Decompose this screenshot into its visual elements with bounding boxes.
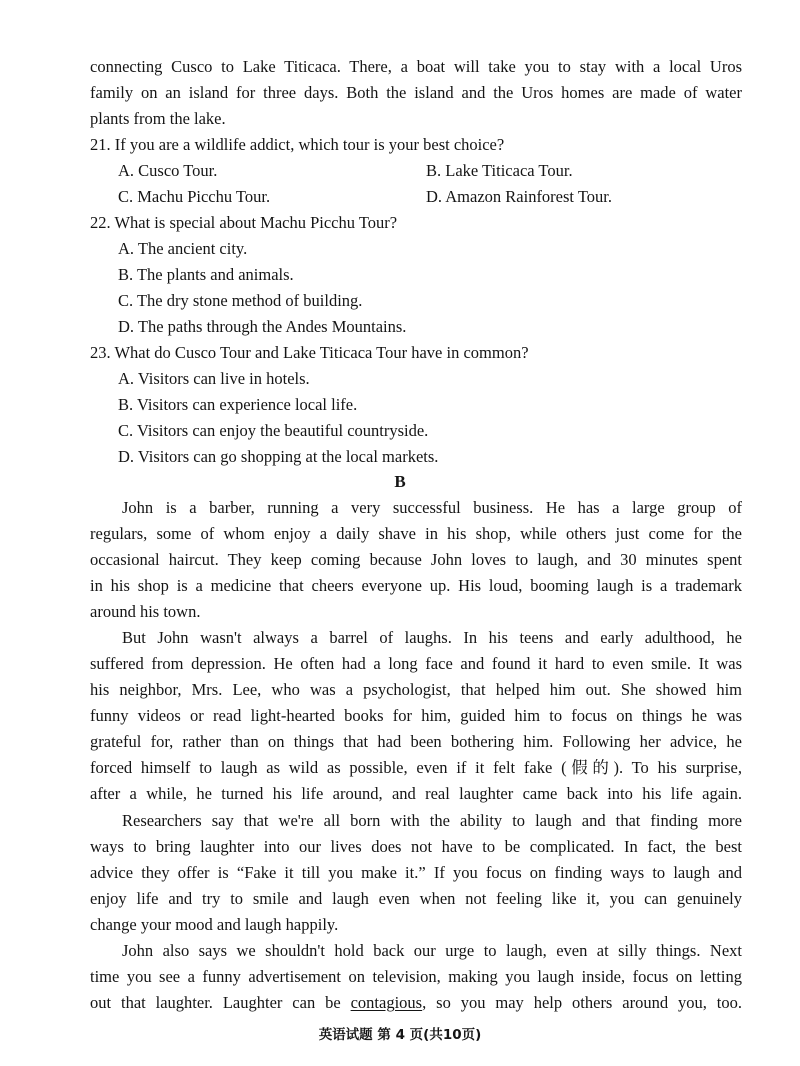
question-23-option-d: D. Visitors can go shopping at the local markets. bbox=[118, 447, 439, 466]
question-23-option-a: A. Visitors can live in hotels. bbox=[118, 369, 310, 388]
passage-text: , so you may help others around you, too. bbox=[422, 993, 742, 1012]
intro-line: family on an island for three days. Both the island and the Uros homes are made of water bbox=[90, 83, 742, 102]
passage-line: in his shop is a medicine that cheers everyone up. His loud, booming laugh is a trademark bbox=[90, 576, 742, 595]
passage-line: advice they offer is “Fake it till you make it.” If you focus on finding ways to laugh and bbox=[90, 863, 742, 882]
passage-line: change your mood and laugh happily. bbox=[90, 915, 339, 934]
passage-last-line bbox=[90, 993, 742, 1013]
section-b-heading: B bbox=[394, 472, 406, 491]
question-23-stem: 23. What do Cusco Tour and Lake Titicaca Tour have in common? bbox=[90, 343, 529, 362]
passage-line: Researchers say that we're all born with the ability to laugh and that finding more bbox=[122, 811, 742, 830]
question-22-option-c: C. The dry stone method of building. bbox=[118, 291, 363, 310]
passage-line: regulars, some of whom enjoy a daily shave in his shop, while others just come for the bbox=[90, 524, 742, 543]
question-22-stem: 22. What is special about Machu Picchu Tour? bbox=[90, 213, 398, 232]
passage-line: ways to bring laughter into our lives does not have to be complicated. In fact, the best bbox=[90, 837, 742, 856]
question-22-option-d: D. The paths through the Andes Mountains. bbox=[118, 317, 407, 336]
passage-line: But John wasn't always a barrel of laughs. In his teens and early adulthood, he bbox=[122, 628, 742, 647]
passage-line: enjoy life and try to smile and laugh even when not feeling like it, you can genuinely bbox=[90, 889, 742, 908]
passage-line: suffered from depression. He often had a long face and found it hard to even smile. It was bbox=[90, 654, 742, 673]
passage-line: time you see a funny advertisement on television, making you laugh inside, focus on letting bbox=[90, 967, 742, 986]
question-21-option-d: D. Amazon Rainforest Tour. bbox=[426, 187, 612, 206]
passage-line: occasional haircut. They keep coming because John loves to laugh, and 30 minutes spent bbox=[90, 550, 742, 569]
passage-line: around his town. bbox=[90, 602, 201, 621]
intro-line: plants from the lake. bbox=[90, 109, 226, 128]
question-23-option-b: B. Visitors can experience local life. bbox=[118, 395, 358, 414]
passage-line: after a while, he turned his life around, and real laughter came back into his life again. bbox=[90, 784, 742, 803]
passage-line: John also says we shouldn't hold back our urge to laugh, even at silly things. Next bbox=[122, 941, 742, 960]
passage-line: his neighbor, Mrs. Lee, who was a psychologist, that helped him out. She showed him bbox=[90, 680, 742, 699]
page-footer: 英语试题 第 4 页(共10页) bbox=[318, 1027, 482, 1043]
passage-line: grateful for, rather than on things that had been bothering him. Following her advice, he bbox=[90, 732, 742, 751]
underlined-word-contagious: contagious bbox=[350, 993, 423, 1012]
question-21-option-c: C. Machu Picchu Tour. bbox=[118, 187, 271, 206]
question-22-option-a: A. The ancient city. bbox=[118, 239, 248, 258]
passage-text: out that laughter. Laughter can be bbox=[90, 993, 351, 1012]
passage-line: funny videos or read light-hearted books for him, guided him to focus on things he was bbox=[90, 706, 742, 725]
question-21-option-b: B. Lake Titicaca Tour. bbox=[426, 161, 573, 180]
question-23-option-c: C. Visitors can enjoy the beautiful countryside. bbox=[118, 421, 429, 440]
question-21-option-a: A. Cusco Tour. bbox=[118, 161, 218, 180]
question-21-stem: 21. If you are a wildlife addict, which tour is your best choice? bbox=[90, 135, 505, 154]
question-22-option-b: B. The plants and animals. bbox=[118, 265, 294, 284]
passage-line: John is a barber, running a very successful business. He has a large group of bbox=[122, 498, 742, 517]
passage-line: forced himself to laugh as wild as possible, even if it felt fake (假的). To his surprise, bbox=[90, 758, 742, 777]
intro-line: connecting Cusco to Lake Titicaca. There, a boat will take you to stay with a local Uros bbox=[90, 57, 742, 76]
